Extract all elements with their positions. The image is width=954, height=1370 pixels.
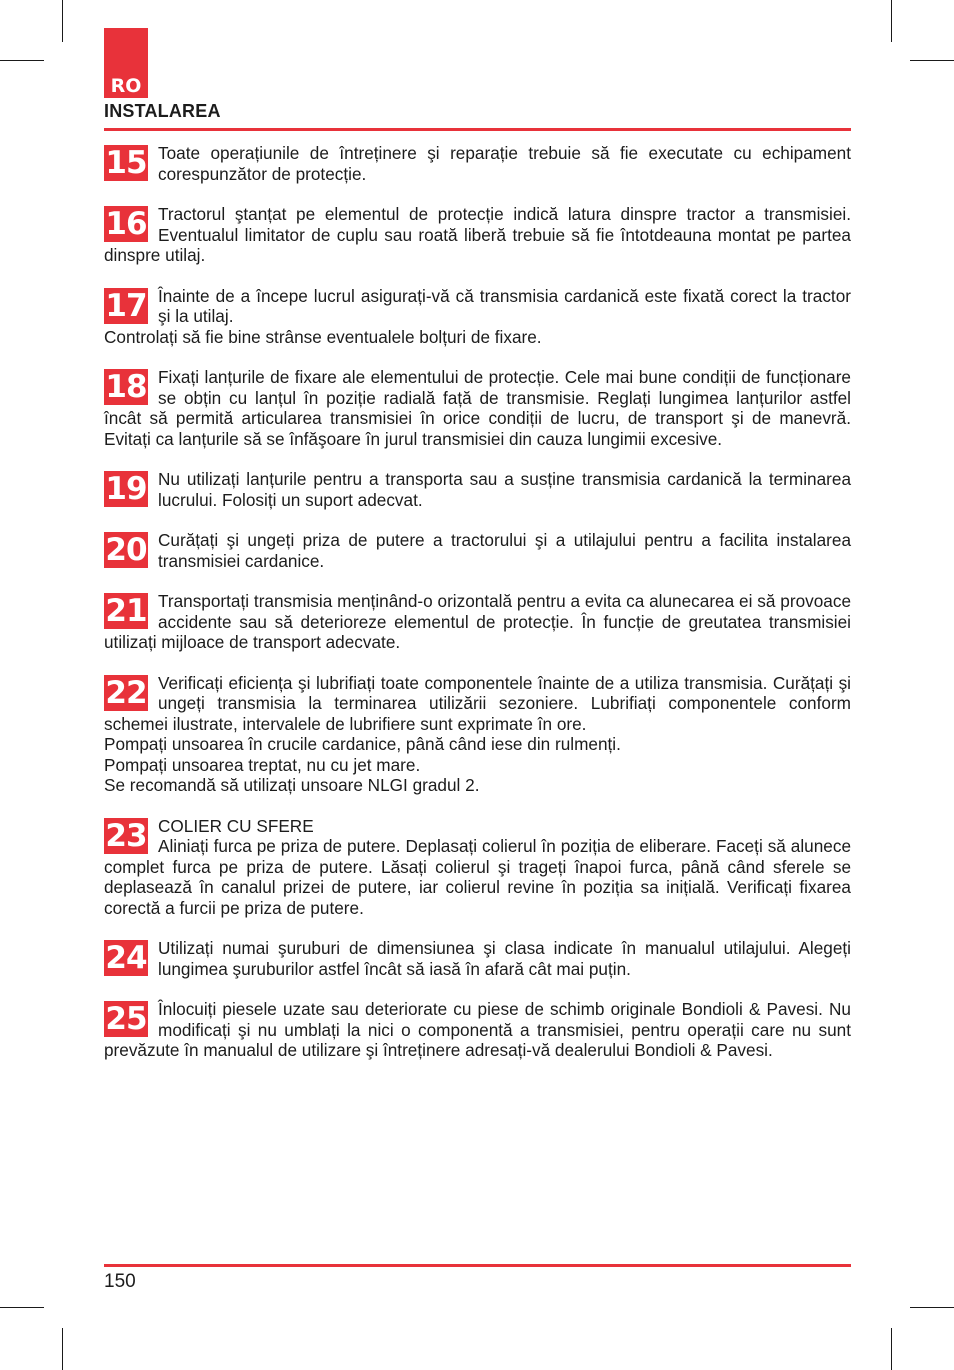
instruction-text: Aliniați furca pe priza de putere. Deplasați colierul în poziția de eliberare. Faceți să alunece complet furca pe priza de putere. Lăsați colierul şi trageți înapoi furca, până când sferele se deplasează în canalul prizei de putere, iar colierul revine în poziția sa inițială. Verificați fixarea corectă a furcii pe priza de putere. [104,836,851,918]
step-number-badge: 24 [105,940,147,976]
step-number-badge: 25 [105,1001,147,1037]
footer-divider [104,1264,851,1267]
step-number-badge: 19 [105,471,147,507]
instruction-item [104,143,851,184]
instruction-text: Controlați să fie bine strânse eventualele bolțuri de fixare. [104,326,542,347]
instruction-text: Înainte de a începe lucrul asigurați-vă că transmisia cardanică este fixată corect la tractor şi la utilaj. [158,285,851,326]
instruction-item [104,367,851,449]
instruction-text: Fixați lanțurile de fixare ale elementului de protecție. Cele mai bune condiții de funcționare se obțin cu lanțul în poziție radială față de transmisie. Reglați lungimea lanțurilor astfel încât să permită articularea transmisiei în orice condiții de lucru, de transport şi de manevră. Evitați ca lanțurile să se înfăşoare în jurul transmisiei din cauza lungimii excesive. [104,367,851,449]
instruction-text: Pompați unsoarea în crucile cardanice, până când iese din rulmenți. [104,734,621,754]
instruction-item [104,816,851,919]
language-code: RO [110,75,142,97]
crop-mark [910,60,954,61]
instruction-item [104,673,851,796]
crop-mark [891,0,892,42]
instruction-text: Verificați eficiența şi lubrifiați toate componentele înainte de a utiliza transmisia. Curățați şi ungeți transmisia la terminarea utilizării sezoniere. Lubrifiați componentele conform schemei ilustrate, intervalele de lubrifiere sunt exprimate în ore. [104,672,851,734]
header-divider [104,128,851,131]
step-number-badge: 21 [105,593,147,629]
instruction-text: Pompați unsoarea treptat, nu cu jet mare. [104,754,421,775]
instruction-item [104,204,851,266]
page-number: 150 [104,1271,136,1292]
step-number-badge: 23 [105,817,147,854]
instruction-text: Tractorul ştanțat pe elementul de protecție indică latura dinspre tractor a transmisiei. Eventualul limitator de cuplu sau roată liberă trebuie să fie întotdeauna montat pe partea dinspre utilaj. [104,204,851,265]
step-number-badge: 20 [105,532,147,568]
crop-mark [910,1307,954,1308]
step-number-badge: 22 [105,674,147,711]
step-number-badge: 18 [105,369,147,405]
instruction-item [104,286,851,348]
instruction-text: Toate operațiunile de întreținere şi reparație trebuie să fie executate cu echipament corespunzător de protecție. [158,143,851,184]
instruction-text: Se recomandă să utilizați unsoare NLGI gradul 2. [104,775,480,795]
crop-mark [0,1307,44,1308]
instruction-item [104,530,851,571]
crop-mark [891,1328,892,1370]
instruction-text: Transportați transmisia menținând-o orizontală pentru a evita ca alunecarea ei să provoace accidente sau să deterioreze elementul de protecție. În funcție de greutatea transmisiei utilizați mijloace de transport adecvate. [104,591,851,652]
step-number-badge: 15 [105,145,147,181]
instruction-text: Utilizați numai şuruburi de dimensiunea şi clasa indicate în manualul utilajului. Alegeți lungimea şuruburilor astfel încât să iasă în afară cât mai puțin. [158,938,851,979]
crop-mark [0,60,44,61]
crop-mark [62,1328,63,1370]
instruction-item [104,999,851,1061]
instruction-text: Înlocuiți piesele uzate sau deteriorate cu piese de schimb originale Bondioli & Pavesi. Nu modificați şi nu umblați la nici o componentă a transmisiei, pentru operații care nu sunt prevăzute în manualul de utilizare şi întreținere adresați-vă dealerului Bondioli & Pavesi. [104,999,851,1060]
step-number-badge: 16 [105,206,147,242]
instruction-item [104,938,851,979]
language-tab [104,28,148,98]
step-number-badge: 17 [105,287,147,324]
section-title: INSTALAREA [104,101,221,121]
crop-mark [62,0,63,42]
instruction-item [104,469,851,510]
instruction-text: Curățați şi ungeți priza de putere a tractorului şi a utilajului pentru a facilita instalarea transmisiei cardanice. [158,530,851,571]
instruction-text: COLIER CU SFERE [158,815,314,836]
instruction-text: Nu utilizați lanțurile pentru a transporta sau a susține transmisia cardanică la terminarea lucrului. Folosiți un suport adecvat. [158,469,851,510]
instructions-list [104,143,851,1081]
instruction-item [104,591,851,653]
